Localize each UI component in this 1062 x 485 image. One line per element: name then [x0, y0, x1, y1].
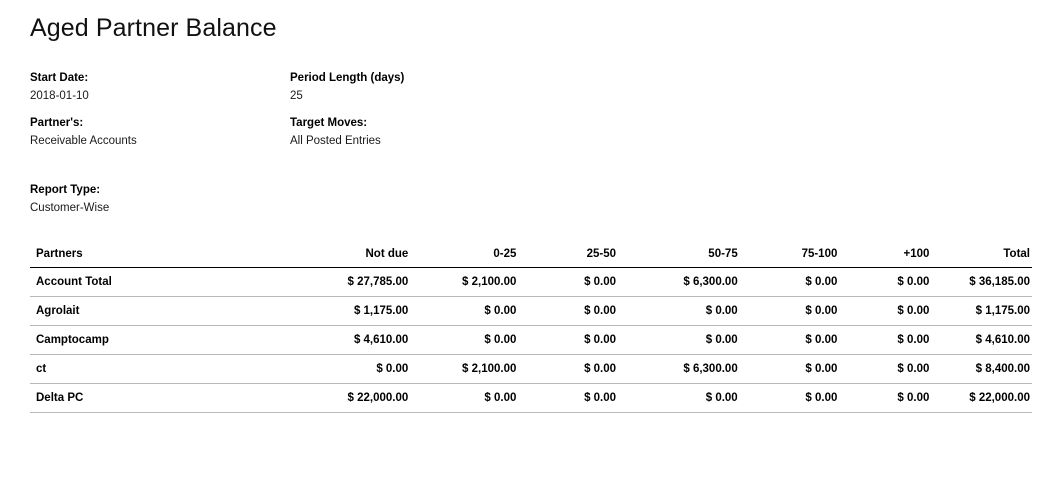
- target-moves-value: All Posted Entries: [290, 135, 381, 147]
- table-row: [30, 384, 1032, 413]
- parameter-row-dates: [30, 69, 1032, 106]
- cell-partner: Account Total: [30, 268, 290, 297]
- cell-75-100: $ 0.00: [740, 326, 840, 355]
- cell-total: $ 22,000.00: [931, 384, 1032, 413]
- cell-50-75: $ 6,300.00: [618, 355, 740, 384]
- parameter-start-date: [30, 69, 290, 106]
- cell-100-plus: $ 0.00: [839, 297, 931, 326]
- cell-50-75: $ 0.00: [618, 326, 740, 355]
- period-length-value: 25: [290, 90, 303, 102]
- page-title: Aged Partner Balance: [30, 14, 277, 42]
- parameter-period-length: [290, 69, 550, 106]
- cell-total: $ 8,400.00: [931, 355, 1032, 384]
- cell-not-due: $ 0.00: [290, 355, 410, 384]
- table-row: [30, 268, 1032, 297]
- parameter-partners: [30, 114, 290, 151]
- cell-0-25: $ 0.00: [410, 384, 518, 413]
- cell-not-due: $ 22,000.00: [290, 384, 410, 413]
- cell-0-25: $ 2,100.00: [410, 268, 518, 297]
- column-header-100-plus: +100: [839, 248, 931, 268]
- column-header-partners: Partners: [30, 248, 290, 268]
- parameter-row-partners: [30, 114, 1032, 151]
- cell-50-75: $ 0.00: [618, 297, 740, 326]
- cell-partner: ct: [30, 355, 290, 384]
- column-header-25-50: 25-50: [518, 248, 618, 268]
- table-row: [30, 297, 1032, 326]
- cell-partner: Agrolait: [30, 297, 290, 326]
- cell-total: $ 4,610.00: [931, 326, 1032, 355]
- cell-75-100: $ 0.00: [740, 384, 840, 413]
- cell-total: $ 36,185.00: [931, 268, 1032, 297]
- cell-partner: Delta PC: [30, 384, 290, 413]
- cell-50-75: $ 6,300.00: [618, 268, 740, 297]
- cell-total: $ 1,175.00: [931, 297, 1032, 326]
- report-type-label: Report Type:: [30, 184, 101, 196]
- parameter-report-type: [30, 181, 290, 218]
- cell-partner: Camptocamp: [30, 326, 290, 355]
- cell-75-100: $ 0.00: [740, 297, 840, 326]
- cell-25-50: $ 0.00: [518, 326, 618, 355]
- report-parameters: [30, 69, 1032, 218]
- cell-0-25: $ 0.00: [410, 326, 518, 355]
- column-header-75-100: 75-100: [740, 248, 840, 268]
- table-body: [30, 268, 1032, 413]
- cell-50-75: $ 0.00: [618, 384, 740, 413]
- partners-label: Partner's:: [30, 117, 84, 129]
- column-header-total: Total: [931, 248, 1032, 268]
- cell-100-plus: $ 0.00: [839, 268, 931, 297]
- cell-0-25: $ 0.00: [410, 297, 518, 326]
- cell-25-50: $ 0.00: [518, 268, 618, 297]
- column-header-0-25: 0-25: [410, 248, 518, 268]
- cell-25-50: $ 0.00: [518, 384, 618, 413]
- cell-25-50: $ 0.00: [518, 297, 618, 326]
- target-moves-label: Target Moves:: [290, 117, 368, 129]
- table-row: [30, 355, 1032, 384]
- start-date-value: 2018-01-10: [30, 90, 89, 102]
- period-length-label: Period Length (days): [290, 72, 405, 84]
- start-date-label: Start Date:: [30, 72, 89, 84]
- table-row: [30, 326, 1032, 355]
- cell-0-25: $ 2,100.00: [410, 355, 518, 384]
- aged-balance-table: [30, 248, 1032, 413]
- cell-25-50: $ 0.00: [518, 355, 618, 384]
- parameter-spacer: [30, 106, 1032, 114]
- table-header: [30, 248, 1032, 268]
- report-type-value: Customer-Wise: [30, 202, 110, 214]
- cell-100-plus: $ 0.00: [839, 384, 931, 413]
- parameter-row-report-type: [30, 181, 1032, 218]
- cell-75-100: $ 0.00: [740, 355, 840, 384]
- column-header-50-75: 50-75: [618, 248, 740, 268]
- parameter-target-moves: [290, 114, 550, 151]
- cell-100-plus: $ 0.00: [839, 355, 931, 384]
- cell-not-due: $ 1,175.00: [290, 297, 410, 326]
- cell-not-due: $ 27,785.00: [290, 268, 410, 297]
- partners-value: Receivable Accounts: [30, 135, 137, 147]
- column-header-not-due: Not due: [290, 248, 410, 268]
- table-header-row: [30, 248, 1032, 268]
- cell-100-plus: $ 0.00: [839, 326, 931, 355]
- cell-not-due: $ 4,610.00: [290, 326, 410, 355]
- cell-75-100: $ 0.00: [740, 268, 840, 297]
